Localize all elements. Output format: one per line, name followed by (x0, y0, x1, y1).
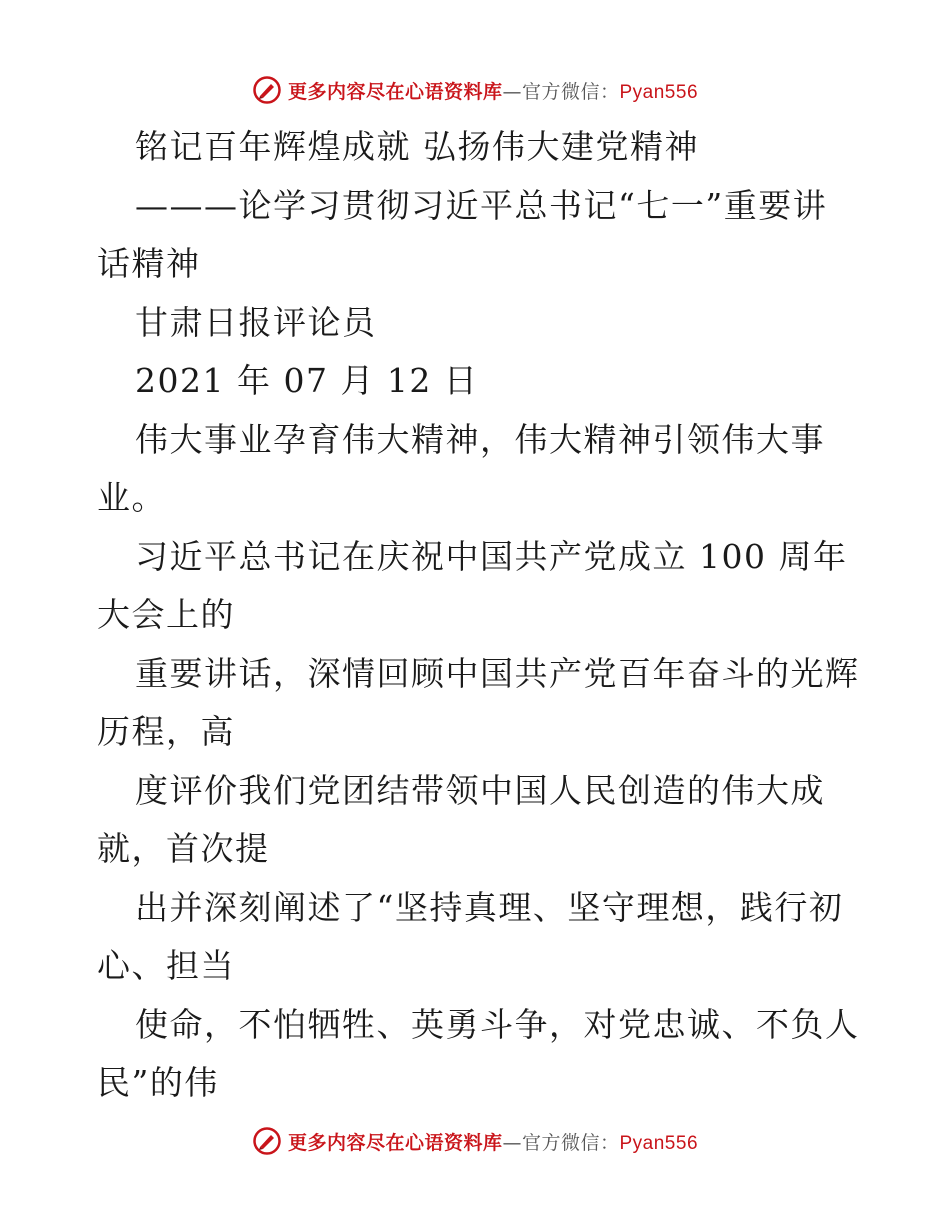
pen-logo-icon (252, 1126, 282, 1156)
body-text-line: 就，首次提 (97, 829, 270, 868)
article-author: 甘肃日报评论员 (135, 302, 377, 342)
document-body (97, 118, 860, 1113)
header-watermark (0, 70, 950, 110)
article-date: 2021 年 07 月 12 日 (135, 361, 479, 400)
body-text-line: 心、担当 (97, 946, 235, 985)
body-text-line: 业。 (97, 478, 166, 517)
watermark-main-text: 更多内容尽在心语资料库 (287, 1131, 503, 1154)
watermark-wechat-label: 官方微信： (521, 80, 620, 103)
watermark-main-text: 更多内容尽在心语资料库 (287, 80, 503, 103)
body-text-line: 大会上的 (97, 595, 235, 634)
body-text-line: 民”的伟 (97, 1063, 219, 1102)
pen-logo-icon (252, 75, 282, 105)
article-title: 铭记百年辉煌成就 弘扬伟大建党精神 (135, 127, 699, 166)
article-subtitle-line-1: ———论学习贯彻习近平总书记“七一”重要讲 (135, 185, 828, 225)
body-text-line: 历程，高 (97, 712, 235, 751)
footer-watermark (0, 1121, 950, 1161)
watermark-dash: — (502, 1131, 522, 1154)
body-text-line: 出并深刻阐述了“坚持真理、坚守理想，践行初 (135, 887, 844, 927)
body-text-line: 使命，不怕牺牲、英勇斗争，对党忠诚、不负人 (135, 1004, 860, 1044)
body-text-line: 习近平总书记在庆祝中国共产党成立 100 周年 (135, 536, 848, 576)
article-subtitle-line-2: 话精神 (97, 244, 201, 283)
watermark-wechat-label: 官方微信： (521, 1131, 620, 1154)
body-text-line: 伟大事业孕育伟大精神，伟大精神引领伟大事 (135, 419, 825, 459)
watermark-dash: — (502, 80, 522, 103)
watermark-wechat-id: Pyan556 (619, 1132, 699, 1154)
body-text-line: 重要讲话，深情回顾中国共产党百年奋斗的光辉 (135, 653, 860, 693)
body-text-line: 度评价我们党团结带领中国人民创造的伟大成 (135, 770, 825, 810)
watermark-wechat-id: Pyan556 (619, 81, 699, 103)
